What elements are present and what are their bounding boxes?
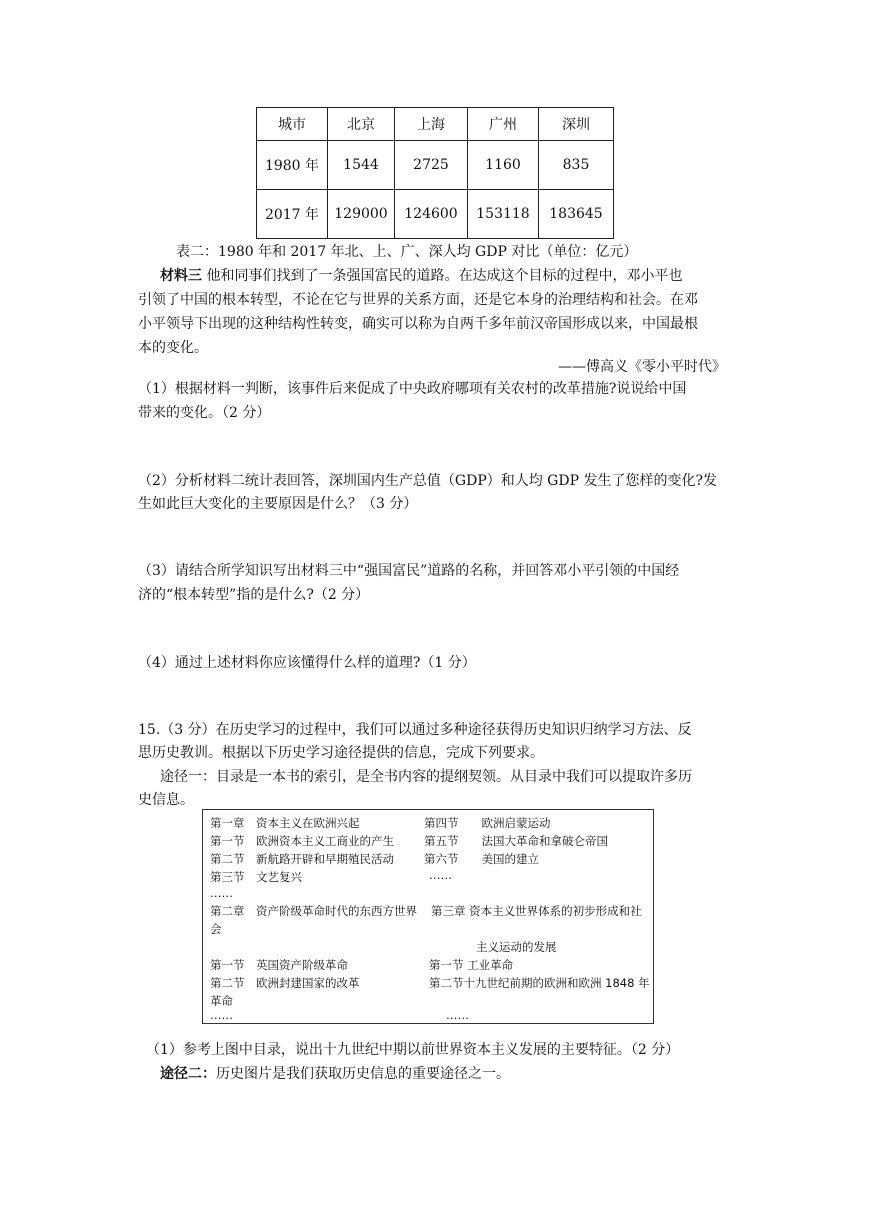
question-15-line: 15.（3 分）在历史学习的过程中，我们可以通过多种途径获得历史知识归纳学习方法、反 <box>138 722 692 738</box>
table-row <box>257 190 614 239</box>
path2-line <box>160 1063 510 1085</box>
material3-line: 小平领导下出现的这种结构性转变，确实可以称为自两千多年前汉帝国形成以来，中国最根 <box>138 316 698 332</box>
path1-line: 途径一：目录是一本书的索引，是全书内容的提纲契领。从目录中我们可以提取许多历 <box>160 769 692 785</box>
table-cell: 1980 年 <box>257 141 328 190</box>
table-header-cell: 北京 <box>328 108 395 141</box>
path2-text: 历史图片是我们获取历史信息的重要途径之一。 <box>216 1066 510 1082</box>
question-4-line: （4）通过上述材料你应该懂得什么样的道理?（1 分） <box>138 655 476 671</box>
toc-entry: 第二章 资产阶级革命时代的东西方世界 <box>210 904 417 918</box>
material3-line: 本的变化。 <box>138 340 208 356</box>
material3-source: ——傅高义《零小平时代》 <box>558 359 726 375</box>
table-cell: 153118 <box>468 190 539 239</box>
toc-ellipsis: …… <box>429 868 452 882</box>
table-cell: 1544 <box>328 141 395 190</box>
toc-entry: 第二节 欧洲封建国家的改革 <box>210 976 360 990</box>
toc-entry: 主义运动的发展 <box>476 940 557 954</box>
toc-entry: 革命 <box>210 994 233 1008</box>
toc-entry: 第一节 欧洲资本主义工商业的产生 <box>210 834 394 848</box>
table-cell: 2017 年 <box>257 190 328 239</box>
table-cell: 835 <box>539 141 614 190</box>
toc-entry: 第三节 文艺复兴 <box>210 870 302 884</box>
table-cell: 124600 <box>395 190 468 239</box>
table-cell: 2725 <box>395 141 468 190</box>
toc-entry: 第四节 欧洲启蒙运动 <box>424 816 551 830</box>
question-1-line: （1）根据材料一判断，该事件后来促成了中央政府哪项有关农村的改革措施?说说给中国 <box>138 381 687 397</box>
toc-entry: 第二节 新航路开辟和早期殖民活动 <box>210 852 394 866</box>
table-header-cell: 城市 <box>257 108 328 141</box>
material3-line <box>160 265 682 287</box>
toc-entry: 第一节 工业革命 <box>429 958 514 972</box>
table-row <box>257 141 614 190</box>
table-header-cell: 广州 <box>468 108 539 141</box>
toc-entry: 第一节 英国资产阶级革命 <box>210 958 348 972</box>
question-1-line: 带来的变化。（2 分） <box>138 405 271 421</box>
table-header-cell: 深圳 <box>539 108 614 141</box>
path2-label: 途径二： <box>160 1066 216 1082</box>
question-3-line: （3）请结合所学知识写出材料三中“强国富民”道路的名称，并回答邓小平引领的中国经 <box>138 563 680 579</box>
gdp-table <box>256 107 614 239</box>
toc-ellipsis: …… <box>446 1008 469 1022</box>
table-of-contents-image <box>202 809 654 1024</box>
toc-ellipsis: …… <box>210 886 233 900</box>
material3-text: 他和同事们找到了一条强国富民的道路。在达成这个目标的过程中，邓小平也 <box>202 268 683 284</box>
question-15-line: 思历史教训。根据以下历史学习途径提供的信息，完成下列要求。 <box>138 745 544 761</box>
toc-entry: 会 <box>210 922 222 936</box>
question-15-sub1: （1）参考上图中目录，说出十九世纪中期以前世界资本主义发展的主要特征。（2 分） <box>146 1042 680 1058</box>
toc-entry: 第一章 资本主义在欧洲兴起 <box>210 816 360 830</box>
question-3-line: 济的“根本转型”指的是什么?（2 分） <box>138 587 370 603</box>
table-cell: 129000 <box>328 190 395 239</box>
table-caption: 表二：1980 年和 2017 年北、上、广、深人均 GDP 对比（单位：亿元） <box>176 244 638 260</box>
toc-entry: 第二节十九世纪前期的欧洲和欧洲 1848 年 <box>429 976 650 990</box>
toc-ellipsis: …… <box>210 1008 233 1022</box>
table-header-cell: 上海 <box>395 108 468 141</box>
path1-line: 史信息。 <box>138 792 194 808</box>
toc-entry: 第六节 美国的建立 <box>424 852 539 866</box>
material3-label: 材料三 <box>160 268 202 284</box>
material3-line: 引领了中国的根本转型，不论在它与世界的关系方面，还是它本身的治理结构和社会。在邓 <box>138 292 698 308</box>
toc-entry: 第三章 资本主义世界体系的初步形成和社 <box>431 904 642 918</box>
table-cell: 1160 <box>468 141 539 190</box>
question-2-line: （2）分析材料二统计表回答，深圳国内生产总值（GDP）和人均 GDP 发生了您样的变化?发 <box>138 473 717 489</box>
question-2-line: 生如此巨大变化的主要原因是什么？（3 分） <box>138 496 418 512</box>
table-cell: 183645 <box>539 190 614 239</box>
toc-entry: 第五节 法国大革命和拿破仑帝国 <box>424 834 608 848</box>
table-header-row <box>257 108 614 141</box>
